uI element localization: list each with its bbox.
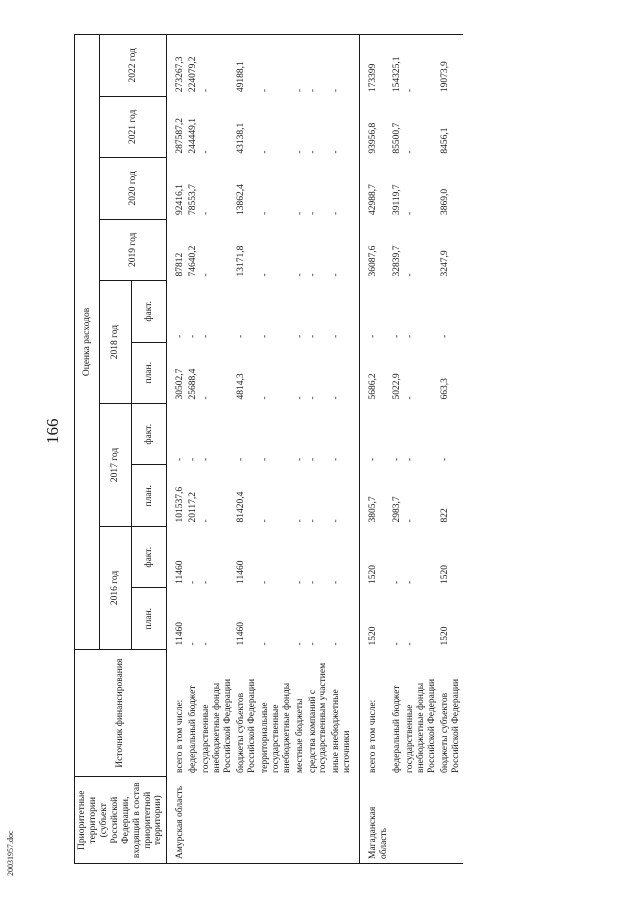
- value-cell: -: [330, 404, 359, 465]
- value-cell: -: [294, 519, 305, 523]
- value-cell: 49188,1: [235, 35, 259, 97]
- header-fact-2018: факт.: [132, 281, 167, 342]
- value-cell: -: [404, 519, 415, 523]
- value-cell: 13862,4: [235, 184, 246, 216]
- value-cell: 19073,9: [439, 35, 463, 97]
- funding-source-cell: всего в том числе:: [368, 699, 379, 773]
- value-cell: -: [404, 211, 415, 216]
- funding-source-cell: федеральный бюджет: [392, 685, 403, 773]
- value-cell: -: [201, 211, 212, 216]
- value-cell: 78553,7: [188, 184, 199, 216]
- value-cell: -: [368, 457, 379, 461]
- funding-source-cell: федеральный бюджет: [188, 685, 199, 773]
- funding-source-cell: государственные внебюджетные фонды Российской Федерации: [404, 678, 437, 773]
- funding-source-cell: государственные внебюджетные фонды Российской Федерации: [201, 678, 234, 773]
- value-cell: 81420,4: [235, 491, 246, 523]
- value-cell: -: [330, 342, 359, 403]
- value-cell: -: [294, 35, 307, 97]
- value-cell: -: [330, 158, 359, 219]
- value-cell: -: [307, 211, 318, 216]
- value-cell: 30502,7: [175, 368, 186, 400]
- region-name-cell: [200, 777, 235, 864]
- value-cell: 273267,3: [167, 35, 187, 97]
- value-cell: -: [404, 580, 415, 584]
- value-cell: 92416,1: [175, 184, 186, 216]
- expenditure-estimate-table: [74, 34, 463, 864]
- region-name-cell: [294, 777, 307, 864]
- table-row: [167, 35, 187, 864]
- value-cell: 5022,9: [392, 373, 403, 400]
- document-footer-code: 20031957.doc: [6, 830, 15, 876]
- funding-source-cell: территориальные государственные внебюджетные фонды: [259, 682, 292, 773]
- table-row: [404, 35, 439, 864]
- table-row: [360, 35, 391, 864]
- table-row: [439, 35, 463, 864]
- header-fact-2017: факт.: [132, 404, 167, 465]
- value-cell: 11460: [235, 622, 246, 646]
- value-cell: -: [188, 642, 199, 646]
- header-year-2018: 2018 год: [100, 281, 132, 404]
- value-cell: 8456,1: [439, 127, 450, 154]
- value-cell: -: [330, 465, 359, 526]
- value-cell: 11460: [235, 560, 246, 584]
- value-cell: 822: [439, 508, 450, 523]
- value-cell: 1520: [439, 626, 450, 646]
- value-cell: -: [330, 588, 359, 649]
- value-cell: -: [294, 580, 305, 584]
- rotated-budget-table-sheet: [74, 34, 564, 864]
- value-cell: -: [259, 334, 270, 339]
- region-name-cell: [259, 777, 294, 864]
- value-cell: -: [294, 273, 305, 277]
- table-row: [187, 35, 200, 864]
- value-cell: 1520: [368, 626, 379, 646]
- funding-source-cell: местные бюджеты: [294, 698, 305, 773]
- value-cell: -: [330, 96, 359, 157]
- table-row: [391, 35, 404, 864]
- value-cell: 173399: [360, 35, 391, 97]
- region-name-cell: [404, 777, 439, 864]
- value-cell: 93956,8: [368, 122, 379, 154]
- value-cell: -: [188, 457, 199, 461]
- value-cell: -: [368, 334, 379, 339]
- table-row: [235, 35, 259, 864]
- table-row: [200, 35, 235, 864]
- value-cell: 154325,1: [391, 35, 404, 97]
- value-cell: -: [259, 580, 270, 584]
- value-cell: 5686,2: [368, 373, 379, 400]
- region-name-cell: [235, 777, 259, 864]
- value-cell: -: [259, 273, 270, 277]
- value-cell: 224079,2: [187, 35, 200, 97]
- value-cell: -: [200, 35, 235, 97]
- funding-source-cell: всего в том числе:: [175, 699, 186, 773]
- value-cell: -: [307, 273, 318, 277]
- value-cell: -: [307, 580, 318, 584]
- value-cell: 25688,4: [188, 368, 199, 400]
- value-cell: -: [259, 519, 270, 523]
- value-cell: 87812: [175, 252, 186, 277]
- value-cell: -: [188, 334, 199, 339]
- table-row: [330, 35, 359, 864]
- value-cell: -: [201, 273, 212, 277]
- table-body: [167, 35, 463, 864]
- header-territory: Приоритетные территории (субъект Российской Федерации, входящий в состав приоритетной территории): [75, 777, 167, 864]
- value-cell: -: [307, 519, 318, 523]
- value-cell: -: [330, 526, 359, 587]
- value-cell: 43138,1: [235, 122, 246, 154]
- value-cell: -: [188, 580, 199, 584]
- value-cell: -: [259, 642, 270, 646]
- value-cell: -: [201, 334, 212, 339]
- value-cell: -: [392, 334, 403, 339]
- value-cell: 3805,7: [368, 496, 379, 523]
- value-cell: 85500,7: [392, 122, 403, 154]
- header-plan-2016: план.: [132, 588, 167, 649]
- funding-source-cell: иные внебюджетные источники: [330, 649, 359, 777]
- funding-source-cell: бюджеты субъектов Российской Федерации: [235, 678, 257, 773]
- value-cell: 1520: [439, 564, 450, 584]
- header-plan-2018: план.: [132, 342, 167, 403]
- page-number: 166: [43, 418, 62, 444]
- value-cell: -: [259, 150, 270, 154]
- value-cell: 4814,3: [235, 373, 246, 400]
- value-cell: -: [259, 211, 270, 216]
- region-name-cell: [307, 777, 331, 864]
- value-cell: -: [201, 642, 212, 646]
- value-cell: -: [404, 273, 415, 277]
- value-cell: 101537,6: [175, 486, 186, 523]
- value-cell: -: [201, 519, 212, 523]
- value-cell: -: [439, 457, 450, 461]
- value-cell: 663,3: [439, 378, 450, 400]
- value-cell: -: [330, 281, 359, 342]
- value-cell: 20117,2: [188, 491, 199, 523]
- value-cell: -: [201, 457, 212, 461]
- value-cell: 36087,6: [368, 245, 379, 277]
- header-estimate: Оценка расходов: [75, 35, 100, 650]
- header-year-2016: 2016 год: [100, 526, 132, 649]
- table-row: [294, 35, 307, 864]
- value-cell: 287587,2: [175, 117, 186, 154]
- value-cell: 244449,1: [188, 117, 199, 154]
- value-cell: -: [259, 457, 270, 461]
- value-cell: 11460: [175, 622, 186, 646]
- value-cell: 13171,8: [235, 245, 246, 277]
- header-year-2019: 2019 год: [100, 219, 167, 280]
- value-cell: -: [294, 642, 305, 646]
- value-cell: -: [235, 334, 246, 339]
- value-cell: -: [330, 35, 359, 97]
- value-cell: -: [307, 35, 331, 97]
- value-cell: -: [201, 396, 212, 400]
- region-name-cell: Амурская область: [167, 777, 187, 864]
- value-cell: -: [294, 334, 305, 339]
- value-cell: 3869,0: [439, 188, 450, 216]
- table-row: [307, 35, 331, 864]
- value-cell: -: [392, 580, 403, 584]
- table-row: [259, 35, 294, 864]
- value-cell: -: [307, 642, 318, 646]
- funding-source-cell: средства компаний с государственным участием: [307, 662, 329, 773]
- value-cell: 42988,7: [368, 184, 379, 216]
- value-cell: -: [307, 396, 318, 400]
- value-cell: -: [201, 150, 212, 154]
- value-cell: 3247,9: [439, 250, 450, 277]
- value-cell: -: [404, 150, 415, 154]
- value-cell: -: [235, 457, 246, 461]
- value-cell: -: [392, 642, 403, 646]
- value-cell: -: [307, 457, 318, 461]
- value-cell: -: [404, 457, 415, 461]
- region-name-cell: [391, 777, 404, 864]
- region-name-cell: [439, 777, 463, 864]
- value-cell: 11460: [175, 560, 186, 584]
- value-cell: 1520: [368, 564, 379, 584]
- value-cell: -: [439, 334, 450, 339]
- header-fact-2016: факт.: [132, 526, 167, 587]
- header-year-2021: 2021 год: [100, 96, 167, 157]
- value-cell: -: [175, 334, 186, 339]
- value-cell: 32839,7: [392, 245, 403, 277]
- value-cell: -: [404, 396, 415, 400]
- region-name-cell: Магаданская область: [360, 777, 391, 864]
- value-cell: -: [259, 396, 270, 400]
- value-cell: -: [392, 457, 403, 461]
- value-cell: -: [404, 334, 415, 339]
- header-year-2020: 2020 год: [100, 158, 167, 219]
- value-cell: -: [294, 211, 305, 216]
- value-cell: -: [404, 642, 415, 646]
- value-cell: -: [294, 150, 305, 154]
- value-cell: -: [307, 334, 318, 339]
- header-year-2022: 2022 год: [100, 35, 167, 97]
- value-cell: -: [307, 150, 318, 154]
- region-name-cell: [330, 777, 359, 864]
- value-cell: -: [330, 219, 359, 280]
- value-cell: -: [294, 396, 305, 400]
- value-cell: -: [201, 580, 212, 584]
- region-name-cell: [187, 777, 200, 864]
- funding-source-cell: бюджеты субъектов Российской Федерации: [439, 678, 461, 773]
- header-source: Источник финансирования: [75, 649, 167, 777]
- value-cell: 39119,7: [392, 184, 403, 216]
- value-cell: 74640,2: [188, 245, 199, 277]
- header-plan-2017: план.: [132, 465, 167, 526]
- value-cell: -: [259, 35, 294, 97]
- value-cell: -: [175, 457, 186, 461]
- header-year-2017: 2017 год: [100, 404, 132, 527]
- value-cell: -: [404, 35, 439, 97]
- value-cell: -: [294, 457, 305, 461]
- value-cell: 2983,7: [392, 496, 403, 523]
